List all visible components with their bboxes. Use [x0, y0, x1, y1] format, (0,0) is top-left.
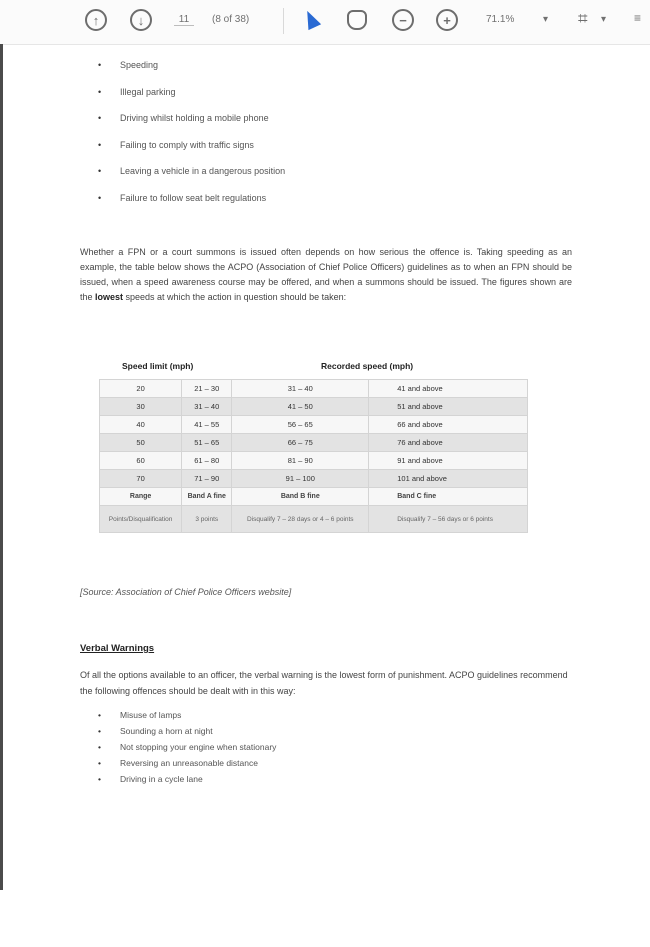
table-cell: 20	[100, 380, 182, 398]
speeding-paragraph	[80, 245, 572, 305]
table-row	[100, 398, 528, 416]
section-heading: Verbal Warnings	[80, 643, 155, 654]
zoom-out-icon[interactable]: −	[392, 9, 414, 31]
table-cell: 41 – 50	[232, 398, 369, 416]
tool-dropdown-icon[interactable]: ▾	[601, 14, 607, 25]
table-cell: Range	[100, 488, 182, 506]
list-item: • Reversing an unreasonable distance	[80, 758, 276, 774]
zoom-dropdown-icon[interactable]: ▾	[543, 14, 549, 25]
table-cell: 51 and above	[369, 398, 528, 416]
verbal-paragraph: Of all the options available to an officer, the verbal warning is the lowest form of punishment. ACPO guidelines recommend the following offences should be dealt with in this way:	[80, 670, 568, 696]
table-cell: 3 points	[182, 506, 232, 533]
list-item: • Failure to follow seat belt regulations	[80, 193, 285, 220]
paragraph-emphasis: lowest	[95, 292, 124, 302]
table-cell: 21 – 30	[182, 380, 232, 398]
table-row	[100, 506, 528, 533]
table-cell: 91 – 100	[232, 470, 369, 488]
table-row	[100, 452, 528, 470]
table-cell: 81 – 90	[232, 452, 369, 470]
page-count: (8 of 38)	[212, 14, 250, 25]
table-cell: 40	[100, 416, 182, 434]
list-item: • Sounding a horn at night	[80, 726, 276, 742]
list-item: • Illegal parking	[80, 87, 285, 114]
table-row	[100, 380, 528, 398]
table-cell: Band A fine	[182, 488, 232, 506]
list-item: • Leaving a vehicle in a dangerous position	[80, 166, 285, 193]
speeding-table	[99, 379, 528, 533]
table-cell: 31 – 40	[182, 398, 232, 416]
page-edge	[0, 44, 3, 890]
page-number-input[interactable]: 11	[174, 14, 194, 26]
table-cell: 61 – 80	[182, 452, 232, 470]
table-cell: 60	[100, 452, 182, 470]
table-row	[100, 488, 528, 506]
verbal-offence-list	[80, 710, 276, 790]
list-item: • Driving in a cycle lane	[80, 774, 276, 790]
table-cell: 66 and above	[369, 416, 528, 434]
table-row	[100, 470, 528, 488]
list-item: • Failing to comply with traffic signs	[80, 140, 285, 167]
zoom-in-icon[interactable]: +	[436, 9, 458, 31]
table-cell: 71 – 90	[182, 470, 232, 488]
table-cell: Points/Disqualification	[100, 506, 182, 533]
toolbar-divider	[283, 8, 284, 34]
table-cell: 56 – 65	[232, 416, 369, 434]
table-cell: 76 and above	[369, 434, 528, 452]
table-cell: 30	[100, 398, 182, 416]
source-citation: [Source: Association of Chief Police Officers website]	[80, 587, 292, 597]
pdf-toolbar	[0, 0, 650, 45]
table-row	[100, 434, 528, 452]
zoom-level[interactable]: 71.1%	[486, 14, 515, 25]
table-cell: 41 – 55	[182, 416, 232, 434]
list-item: • Not stopping your engine when stationary	[80, 742, 276, 758]
list-item: • Speeding	[80, 60, 285, 87]
next-page-icon[interactable]: ↓	[130, 9, 152, 31]
table-cell: Band C fine	[369, 488, 528, 506]
table-cell: Band B fine	[232, 488, 369, 506]
table-cell: 31 – 40	[232, 380, 369, 398]
list-item: • Driving whilst holding a mobile phone	[80, 113, 285, 140]
table-cell: Disqualify 7 – 28 days or 4 – 6 points	[232, 506, 369, 533]
recorded-speed-header: Recorded speed (mph)	[321, 361, 414, 371]
more-icon[interactable]: ≡	[634, 11, 642, 25]
table-cell: 66 – 75	[232, 434, 369, 452]
table-cell: 91 and above	[369, 452, 528, 470]
table-cell: 70	[100, 470, 182, 488]
table-cell: Disqualify 7 – 56 days or 6 points	[369, 506, 528, 533]
table-cell: 41 and above	[369, 380, 528, 398]
speed-limit-header: Speed limit (mph)	[122, 361, 194, 371]
table-cell: 50	[100, 434, 182, 452]
previous-page-icon[interactable]: ↑	[85, 9, 107, 31]
table-cell: 101 and above	[369, 470, 528, 488]
paragraph-text: speeds at which the action in question should be taken:	[123, 292, 347, 302]
select-tool-icon[interactable]	[301, 8, 321, 30]
hand-tool-icon[interactable]	[347, 10, 367, 30]
offence-list	[80, 60, 285, 220]
list-item: • Misuse of lamps	[80, 710, 276, 726]
table-cell: 51 – 65	[182, 434, 232, 452]
paragraph-text: Whether a FPN or a court summons is issued often depends on how serious the offence is. Taking speeding as an example, the table below shows the ACPO (Association of Chief Police Officers) guidelines as to when an FPN should be issued, when a speed awareness course may be offered, and when a summons should be issued. The figures shown are the	[80, 247, 572, 302]
crop-tool-icon[interactable]: ⌗	[578, 9, 588, 28]
table-row	[100, 416, 528, 434]
